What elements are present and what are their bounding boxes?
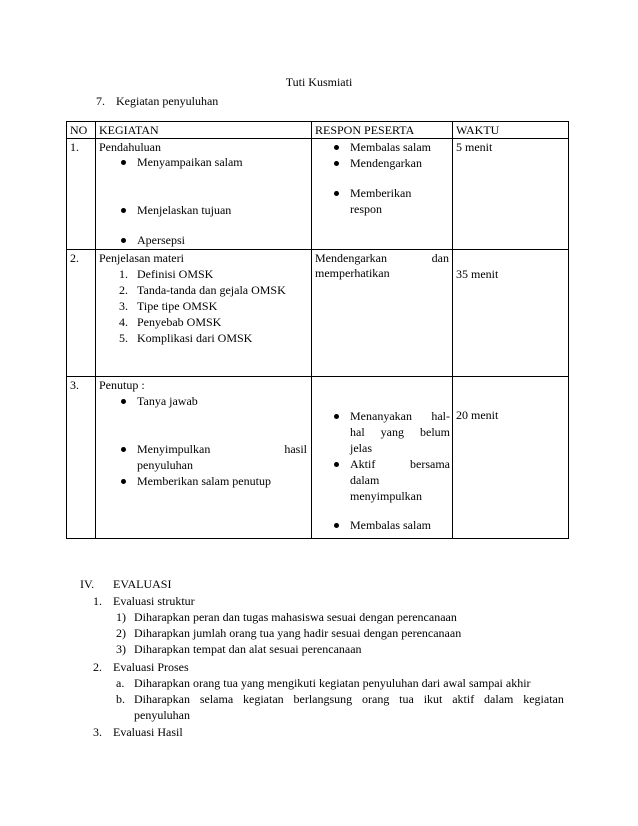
respon-item-cont: respon bbox=[350, 202, 382, 216]
kegiatan-item bbox=[137, 442, 307, 457]
respon-item: Membalas salam bbox=[350, 518, 431, 532]
section-title: Kegiatan penyuluhan bbox=[116, 94, 219, 108]
respon-word: Menanyakan bbox=[350, 409, 412, 423]
evaluasi-number: IV. bbox=[80, 577, 95, 591]
word: berlangsung bbox=[293, 692, 353, 706]
respon-cell bbox=[312, 139, 453, 250]
respon-word: yang bbox=[380, 425, 404, 439]
list-item: Diharapkan jumlah orang tua yang hadir sesuai dengan perencanaan bbox=[134, 626, 462, 640]
kegiatan-item: Komplikasi dari OMSK bbox=[137, 331, 253, 345]
word: Diharapkan bbox=[134, 692, 190, 706]
bullet-icon bbox=[334, 462, 339, 467]
table-row bbox=[67, 139, 569, 250]
page-header-author: Tuti Kusmiati bbox=[285, 75, 353, 89]
waktu-cell bbox=[453, 250, 569, 377]
subsection-title: Evaluasi Hasil bbox=[113, 725, 183, 739]
list-number: 2) bbox=[116, 626, 126, 640]
bullet-icon bbox=[334, 145, 339, 150]
respon-item: Memberikan bbox=[350, 186, 412, 200]
word: orang bbox=[362, 692, 390, 706]
evaluasi-title: EVALUASI bbox=[113, 577, 172, 591]
subsection-title: Evaluasi Proses bbox=[113, 660, 189, 674]
kegiatan-title: Pendahuluan bbox=[99, 140, 161, 154]
word: tua bbox=[399, 692, 414, 706]
bullet-icon bbox=[121, 160, 126, 165]
subsection-number: 1. bbox=[93, 594, 102, 608]
bullet-icon bbox=[334, 161, 339, 166]
respon-item-cont: jelas bbox=[350, 441, 372, 455]
list-item-cont: penyuluhan bbox=[134, 708, 190, 722]
kegiatan-item: Memberikan salam penutup bbox=[137, 474, 271, 488]
waktu-value: 35 menit bbox=[456, 267, 499, 281]
respon-item-cont: menyimpulkan bbox=[350, 489, 422, 503]
table-row bbox=[67, 250, 569, 377]
kegiatan-table bbox=[66, 121, 569, 539]
respon-word: Aktif bbox=[350, 457, 376, 471]
list-number: a. bbox=[116, 676, 125, 690]
subsection-number: 3. bbox=[93, 725, 102, 739]
table-row bbox=[67, 377, 569, 539]
list-item: Diharapkan tempat dan alat sesuai perencanaan bbox=[134, 642, 362, 656]
respon-cell bbox=[312, 377, 453, 539]
list-item bbox=[134, 692, 564, 707]
kegiatan-cell bbox=[96, 139, 312, 250]
respon-word: dan bbox=[431, 251, 449, 265]
kegiatan-item: Apersepsi bbox=[137, 233, 185, 247]
kegiatan-title: Penjelasan materi bbox=[99, 251, 184, 265]
header-waktu: WAKTU bbox=[453, 122, 569, 139]
respon-cell bbox=[312, 250, 453, 377]
kegiatan-item: Penyebab OMSK bbox=[137, 315, 222, 329]
kegiatan-title: Penutup : bbox=[99, 378, 145, 392]
list-number: 4. bbox=[119, 315, 128, 329]
subsection-number: 2. bbox=[93, 660, 102, 674]
kegiatan-item: Tipe tipe OMSK bbox=[137, 299, 218, 313]
list-number: 1. bbox=[119, 267, 128, 281]
bullet-icon bbox=[121, 208, 126, 213]
respon-item bbox=[350, 457, 450, 472]
list-number: 3. bbox=[119, 299, 128, 313]
section-7-heading bbox=[96, 94, 218, 109]
respon-line bbox=[315, 251, 449, 266]
header-respon: RESPON PESERTA bbox=[312, 122, 453, 139]
bullet-icon bbox=[334, 523, 339, 528]
respon-item bbox=[350, 409, 450, 424]
kegiatan-item: Definisi OMSK bbox=[137, 267, 214, 281]
bullet-icon bbox=[121, 447, 126, 452]
list-number: 1) bbox=[116, 610, 126, 624]
kegiatan-cell bbox=[96, 377, 312, 539]
list-number: 5. bbox=[119, 331, 128, 345]
word: kegiatan bbox=[523, 692, 564, 706]
list-item: Diharapkan peran dan tugas mahasiswa sesuai dengan perencanaan bbox=[134, 610, 457, 624]
kegiatan-item: Tanda-tanda dan gejala OMSK bbox=[137, 283, 286, 297]
kegiatan-item-cont: penyuluhan bbox=[137, 458, 193, 472]
list-number: 3) bbox=[116, 642, 126, 656]
row-number: 2. bbox=[67, 250, 96, 377]
bullet-icon bbox=[121, 238, 126, 243]
waktu-cell: 5 menit bbox=[453, 139, 569, 250]
respon-word: bersama bbox=[410, 457, 450, 471]
kegiatan-cell bbox=[96, 250, 312, 377]
kegiatan-word: Menyimpulkan bbox=[137, 442, 211, 456]
kegiatan-word: hasil bbox=[284, 442, 307, 456]
bullet-icon bbox=[334, 414, 339, 419]
respon-line: memperhatikan bbox=[315, 266, 390, 280]
table-header-row bbox=[67, 122, 569, 139]
section-number: 7. bbox=[96, 94, 105, 108]
respon-word: belum bbox=[420, 425, 450, 439]
bullet-icon bbox=[121, 399, 126, 404]
respon-item: Mendengarkan bbox=[350, 156, 422, 170]
list-item: Diharapkan orang tua yang mengikuti kegiatan penyuluhan dari awal sampai akhir bbox=[134, 676, 531, 690]
kegiatan-item: Menjelaskan tujuan bbox=[137, 203, 232, 217]
bullet-icon bbox=[121, 479, 126, 484]
bullet-icon bbox=[334, 191, 339, 196]
waktu-cell bbox=[453, 377, 569, 539]
header-kegiatan: KEGIATAN bbox=[96, 122, 312, 139]
respon-word: Mendengarkan bbox=[315, 251, 387, 265]
word: dalam bbox=[484, 692, 514, 706]
respon-item-cont: dalam bbox=[350, 473, 380, 487]
list-number: 2. bbox=[119, 283, 128, 297]
respon-item: Membalas salam bbox=[350, 140, 431, 154]
word: aktif bbox=[452, 692, 475, 706]
header-no: NO bbox=[67, 122, 96, 139]
word: ikut bbox=[423, 692, 443, 706]
list-number: b. bbox=[116, 692, 125, 706]
kegiatan-item: Menyampaikan salam bbox=[137, 155, 243, 169]
row-number: 3. bbox=[67, 377, 96, 539]
word: kegiatan bbox=[243, 692, 284, 706]
waktu-value: 20 menit bbox=[456, 408, 499, 422]
subsection-title: Evaluasi struktur bbox=[113, 594, 195, 608]
kegiatan-item: Tanya jawab bbox=[137, 394, 198, 408]
respon-item-cont bbox=[350, 425, 450, 440]
word: selama bbox=[199, 692, 234, 706]
respon-word: hal- bbox=[431, 409, 450, 423]
respon-word: hal bbox=[350, 425, 365, 439]
row-number: 1. bbox=[67, 139, 96, 250]
